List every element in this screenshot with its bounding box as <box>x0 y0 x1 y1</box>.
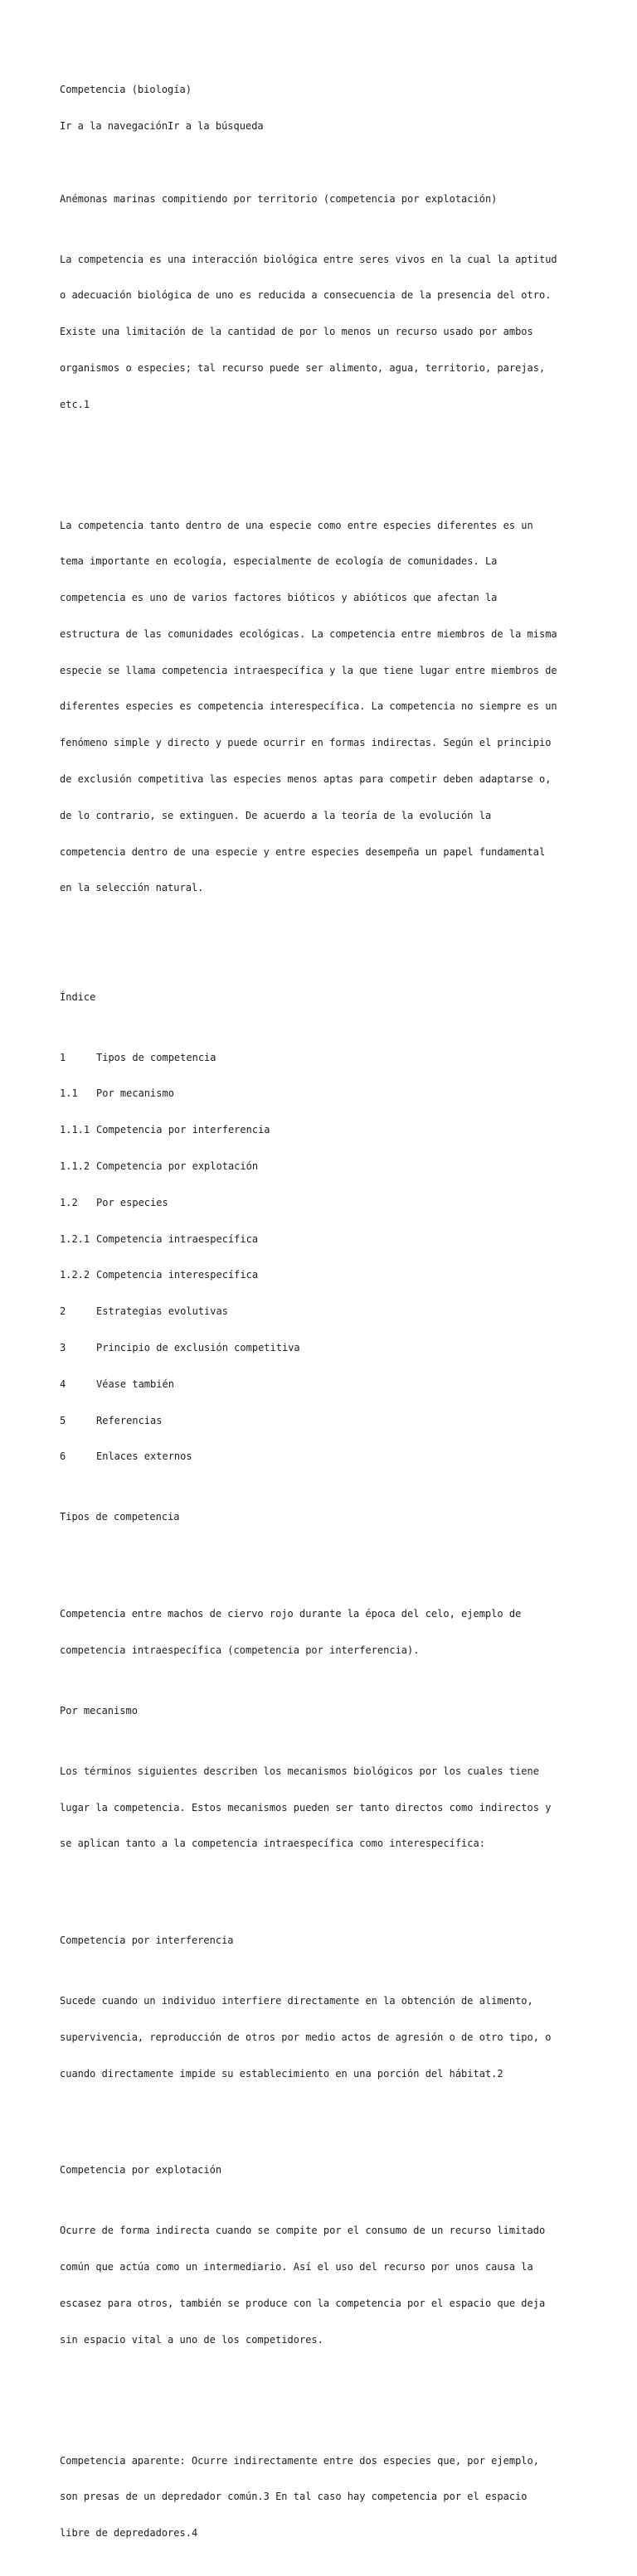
toc-label[interactable]: Competencia interespecífica <box>96 1269 259 1281</box>
text-line: de exclusión competitiva las especies menos aptas para competir deben adaptarse o, <box>60 773 552 786</box>
toc-number: 4 <box>60 1378 66 1390</box>
toc-number: 1 <box>60 1051 66 1063</box>
toc-label[interactable]: Competencia por interferencia <box>96 1124 270 1136</box>
toc-item[interactable] <box>60 1124 591 1136</box>
text-line: tema importante en ecología, especialmente de ecología de comunidades. La <box>60 555 498 568</box>
toc-label[interactable]: Principio de exclusión competitiva <box>96 1341 300 1353</box>
text-line: especie se llama competencia intraespecífica y la que tiene lugar entre miembros de <box>60 664 557 676</box>
toc-number: 5 <box>60 1414 66 1426</box>
text-line: lugar la competencia. Estos mecanismos pueden ser tanto directos como indirectos y <box>60 1801 552 1813</box>
document-page <box>60 60 591 2576</box>
text-line: Ocurre de forma indirecta cuando se compite por el consumo de un recurso limitado <box>60 2225 546 2237</box>
text-line: La competencia es una interacción biológica entre seres vivos en la cual la aptitud <box>60 253 557 265</box>
text-line: estructura de las comunidades ecológicas. La competencia entre miembros de la misma <box>60 627 557 640</box>
text-line: etc.1 <box>60 398 90 410</box>
text-line: competencia intraespecífica (competencia por interferencia). <box>60 1644 420 1656</box>
text-line: sin espacio vital a uno de los competidores. <box>60 2333 323 2346</box>
toc-number: 1.2.1 <box>60 1232 90 1245</box>
toc-item[interactable] <box>60 1269 591 1281</box>
toc-label[interactable]: Tipos de competencia <box>96 1051 216 1063</box>
toc-number: 2 <box>60 1305 66 1318</box>
toc-item[interactable] <box>60 1233 591 1246</box>
text-line: competencia dentro de una especie y entre especies desempeña un papel fundamental <box>60 845 546 858</box>
second-paragraph <box>60 495 591 918</box>
interferencia-paragraph <box>60 1971 591 2104</box>
mecanismo-paragraph <box>60 1741 591 1875</box>
interferencia-heading: Competencia por interferencia <box>60 1934 234 1947</box>
text-line: organismos o especies; tal recurso puede ser alimento, agua, territorio, parejas, <box>60 361 546 374</box>
toc-label[interactable]: Estrategias evolutivas <box>96 1305 228 1318</box>
toc-number: 1.2 <box>60 1196 78 1208</box>
article-title: Competencia (biología) <box>60 84 192 96</box>
intro-paragraph <box>60 229 591 434</box>
toc-item[interactable] <box>60 1052 591 1064</box>
toc-item[interactable] <box>60 1197 591 1209</box>
toc-number: 6 <box>60 1450 66 1463</box>
toc-item[interactable] <box>60 1342 591 1354</box>
text-line: de lo contrario, se extinguen. De acuerdo a la teoría de la evolución la <box>60 809 492 821</box>
explotacion-heading: Competencia por explotación <box>60 2164 222 2177</box>
image-caption-deer <box>60 1584 591 1681</box>
toc-number: 3 <box>60 1341 66 1353</box>
text-line: escasez para otros, también se produce con la competencia por el espacio que deja <box>60 2297 546 2309</box>
text-line: común que actúa como un intermediario. Así el uso del recurso por unos causa la <box>60 2261 533 2273</box>
toc-label[interactable]: Referencias <box>96 1414 163 1426</box>
text-line: o adecuación biológica de uno es reducida a consecuencia de la presencia del otro. <box>60 289 552 302</box>
toc-label[interactable]: Por especies <box>96 1196 168 1208</box>
aparente-paragraph <box>60 2430 591 2564</box>
toc-label[interactable]: Véase también <box>96 1378 174 1390</box>
toc-item[interactable] <box>60 1087 591 1100</box>
toc-item[interactable] <box>60 1305 591 1318</box>
text-line: supervivencia, reproducción de otros por medio actos de agresión o de otro tipo, o <box>60 2031 552 2043</box>
text-line: Competencia aparente: Ocurre indirectamente entre dos especies que, por ejemplo, <box>60 2454 539 2467</box>
text-line: libre de depredadores.4 <box>60 2527 198 2540</box>
text-line: Sucede cuando un individuo interfiere directamente en la obtención de alimento, <box>60 1995 533 2007</box>
text-line: en la selección natural. <box>60 882 204 894</box>
toc-number: 1.1 <box>60 1087 78 1100</box>
text-line: La competencia tanto dentro de una especie como entre especies diferentes es un <box>60 519 533 531</box>
text-line: Competencia entre machos de ciervo rojo durante la época del celo, ejemplo de <box>60 1608 522 1620</box>
text-line: Los términos siguientes describen los mecanismos biológicos por los cuales tiene <box>60 1765 539 1777</box>
text-line: cuando directamente impide su establecimiento en una porción del hábitat.2 <box>60 2067 503 2080</box>
toc-item[interactable] <box>60 1160 591 1173</box>
index-heading: Índice <box>60 990 96 1003</box>
toc-item[interactable] <box>60 1415 591 1427</box>
text-line: fenómeno simple y directo y puede ocurrir en formas indirectas. Según el principio <box>60 737 552 749</box>
toc-number: 1.1.2 <box>60 1160 90 1173</box>
toc-label[interactable]: Competencia por explotación <box>96 1160 259 1173</box>
explotacion-paragraph <box>60 2201 591 2370</box>
table-of-contents <box>60 1028 591 1488</box>
toc-label[interactable]: Competencia intraespecífica <box>96 1232 259 1245</box>
text-line: son presas de un depredador común.3 En tal caso hay competencia por el espacio <box>60 2491 528 2503</box>
image-caption-anemones: Anémonas marinas compitiendo por territorio (competencia por explotación) <box>60 192 498 205</box>
toc-item[interactable] <box>60 1450 591 1463</box>
text-line: se aplican tanto a la competencia intraespecífica como interespecífica: <box>60 1838 485 1850</box>
toc-number: 1.1.1 <box>60 1124 90 1136</box>
section-heading-mecanismo: Por mecanismo <box>60 1704 138 1717</box>
toc-number: 1.2.2 <box>60 1269 90 1281</box>
toc-item[interactable] <box>60 1378 591 1391</box>
toc-label[interactable]: Por mecanismo <box>96 1087 174 1100</box>
navigation-links[interactable]: Ir a la navegaciónIr a la búsqueda <box>60 119 264 132</box>
toc-label[interactable]: Enlaces externos <box>96 1450 192 1463</box>
text-line: competencia es uno de varios factores bióticos y abióticos que afectan la <box>60 592 498 604</box>
section-heading-tipos: Tipos de competencia <box>60 1511 180 1523</box>
text-line: diferentes especies es competencia interespecífica. La competencia no siempre es un <box>60 700 557 713</box>
text-line: Existe una limitación de la cantidad de por lo menos un recurso usado por ambos <box>60 326 533 338</box>
